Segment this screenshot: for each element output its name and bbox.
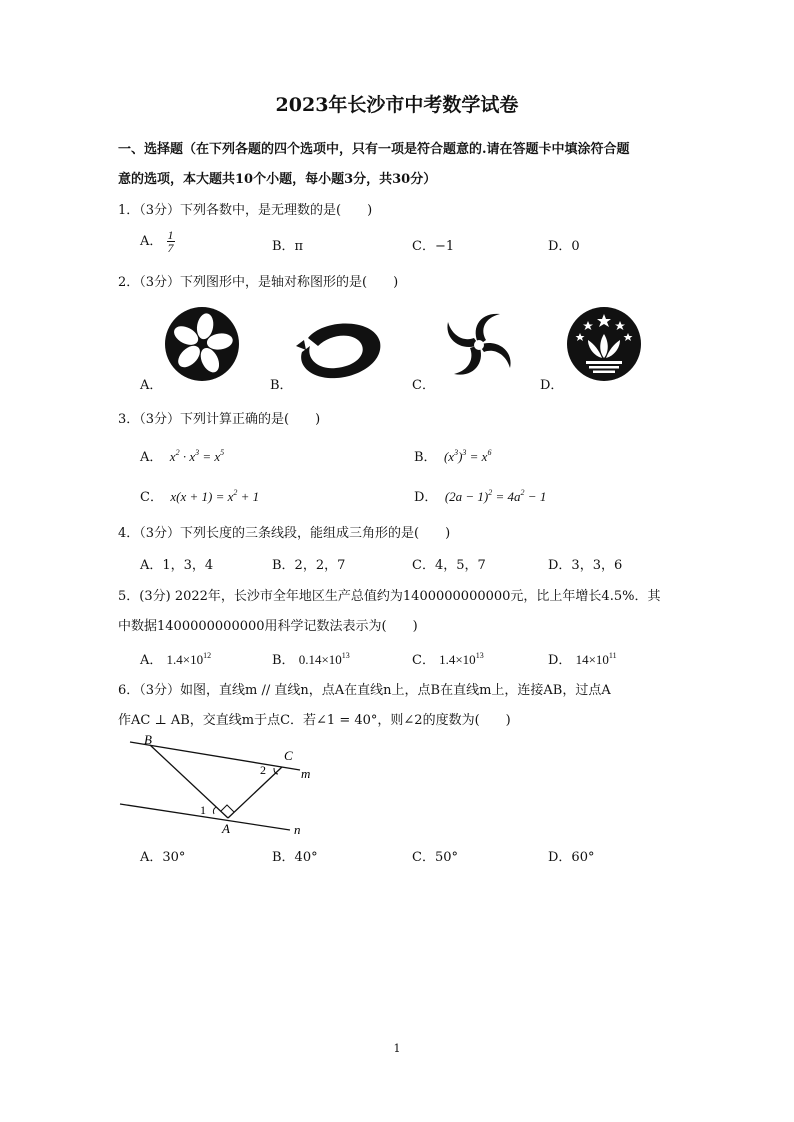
q5-option-d-formula: $14\times 10^{11}$ [575,651,617,667]
question-6-stem-line2: 作AC ⊥ AB，交直线m于点C．若∠1 = 40°，则∠2的度数为( ) [118,713,511,728]
fraction-numerator: 1 [167,228,174,242]
q1-option-b: B．π [272,239,304,254]
q5-option-b [272,649,350,668]
label-c: C [284,748,293,763]
q3-option-d-formula: $(2a - 1)^2 = 4a^2 - 1$ [441,488,547,504]
q3-option-d [414,486,546,505]
question-5-stem-line2: 中数据1400000000000用科学记数法表示为( ) [118,619,418,634]
broken-ring-shape-icon [294,316,384,382]
q3-option-c-label: C． [140,490,163,505]
hong-kong-bauhinia-emblem-icon [164,306,240,382]
q2-option-c-label: C． [412,378,435,393]
question-5-stem-line1: 5．(3分) 2022年，长沙市全年地区生产总值约为1400000000000元，比上年增长4.5%．其 [118,589,661,604]
line-m [130,742,300,770]
q5-option-c-label: C． [412,653,435,668]
q1-option-a [140,229,175,254]
q3-option-a-label: A． [140,450,163,465]
q2-option-d-label: D． [540,378,564,393]
question-4-stem: 4．（3分）下列长度的三条线段，能组成三角形的是( ) [118,526,451,541]
q4-option-d: D．3，3，6 [548,558,623,573]
q5-option-a [140,649,211,668]
segment-ac [228,767,282,818]
label-angle-2: 2 [260,763,266,777]
exam-title: 2023年长沙市中考数学试卷 [275,94,519,116]
question-2-stem: 2．（3分）下列图形中，是轴对称图形的是( ) [118,275,399,290]
page-number: 1 [393,1042,401,1055]
geometry-figure [118,730,318,840]
label-a: A [222,821,230,836]
angle-1-arc [213,807,216,814]
q6-option-c: C．50° [412,850,458,865]
q1-option-c: C．−1 [412,239,455,254]
q3-option-b [414,446,491,465]
q3-option-b-formula: $(x^3)^3 = x^6$ [440,448,492,464]
q6-option-a: A．30° [140,850,186,865]
section-heading-line1: 一、选择题（在下列各题的四个选项中，只有一项是符合题意的.请在答题卡中填涂符合题 [118,142,630,157]
q5-option-b-label: B． [272,653,295,668]
q6-option-b: B．40° [272,850,318,865]
q5-option-c [412,649,484,668]
label-m: m [301,766,311,781]
label-angle-1: 1 [200,803,206,817]
q4-option-c: C．4，5，7 [412,558,486,573]
q6-option-d: D．60° [548,850,595,865]
section-heading-line2: 意的选项，本大题共10个小题，每小题3分，共30分） [118,172,437,187]
q3-option-c [140,486,259,505]
question-6-stem-line1: 6．（3分）如图，直线m // 直线n，点A在直线n上，点B在直线m上，连接AB，过点A [118,683,611,698]
q3-option-c-formula: $x(x + 1) = x^2 + 1$ [167,488,260,504]
q5-option-d [548,649,617,668]
q5-option-a-label: A． [140,653,163,668]
q1-option-d: D．0 [548,239,580,254]
q2-option-b-label: B． [270,378,293,393]
q5-option-a-formula: $1.4\times 10^{12}$ [166,651,212,667]
swirl-emblem-icon [440,308,518,382]
q5-option-c-formula: $1.4\times 10^{13}$ [439,651,484,667]
q3-option-b-label: B． [414,450,437,465]
question-1-stem: 1．（3分）下列各数中，是无理数的是( ) [118,203,373,218]
q5-option-b-formula: $0.14\times 10^{13}$ [298,651,350,667]
q3-option-d-label: D． [414,490,438,505]
q1-option-a-fraction [167,229,175,254]
q5-option-d-label: D． [548,653,572,668]
q4-option-a: A．1，3，4 [140,558,214,573]
q2-option-a-label: A． [140,378,163,393]
q1-option-a-label: A． [140,234,163,249]
label-n: n [294,822,301,837]
q3-option-a [140,446,224,465]
label-b: B [144,732,152,747]
macau-lotus-emblem-icon [566,306,642,382]
right-angle-mark [221,805,234,812]
fraction-denominator: 7 [167,241,174,255]
q4-option-b: B．2，2，7 [272,558,346,573]
q3-option-a-formula: $x^2 \cdot x^3 = x^5$ [166,448,225,464]
question-3-stem: 3．（3分）下列计算正确的是( ) [118,412,321,427]
